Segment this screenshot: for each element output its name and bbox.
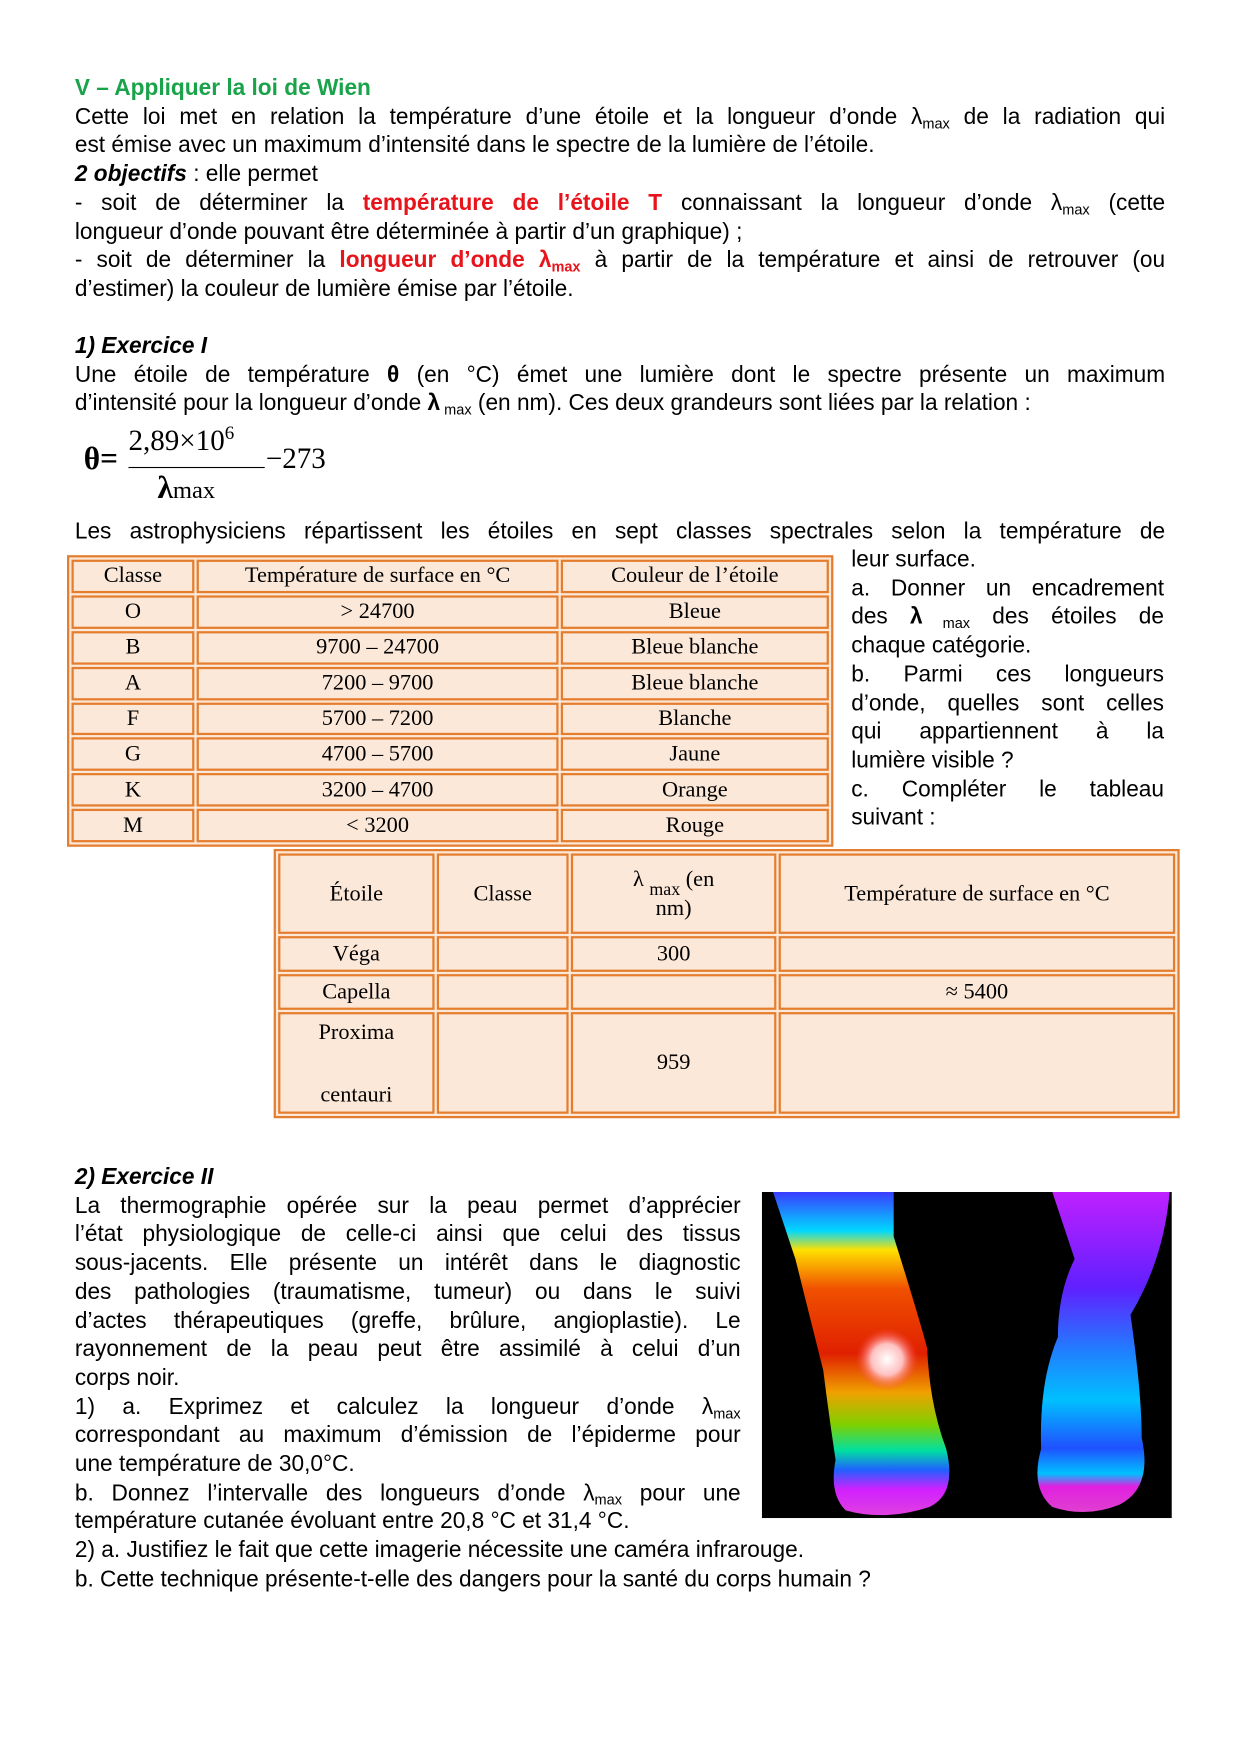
text: Une étoile de température — [74, 362, 388, 388]
question-1b — [75, 1480, 741, 1509]
table-row — [71, 631, 828, 664]
cell: 9700 – 24700 — [197, 631, 559, 664]
text: 2,89×10 — [128, 424, 225, 457]
cell[interactable] — [779, 1012, 1176, 1114]
objective-1-cont: longueur d’onde pouvant être déterminée à partir d’un graphique) ; — [74, 219, 743, 245]
cell: B — [71, 631, 194, 664]
text: à partir de la température et ainsi de retrouver (ou — [580, 248, 1166, 273]
cell: 959 — [571, 1012, 777, 1114]
cell: Bleue — [561, 595, 829, 628]
question-2a: 2) a. Justifiez le fait que cette imagerie nécessite une caméra infrarouge. — [74, 1538, 805, 1563]
text: sous-jacents. Elle présente un intérêt dans le diagnostic — [74, 1251, 741, 1276]
intro-line: est émise avec un maximum d’intensité dans le spectre de la lumière de l’étoile. — [74, 133, 875, 158]
table-row — [278, 974, 1175, 1010]
objectives-line — [75, 161, 1165, 190]
table-row — [278, 936, 1175, 972]
subscript: max — [713, 1404, 741, 1422]
highlight: température de l’étoile T — [362, 190, 663, 216]
text: de la radiation qui — [949, 104, 1166, 130]
text: rayonnement de la peau peut être assimilé à celui d’un — [74, 1337, 741, 1362]
exponent: 6 — [224, 422, 235, 444]
ex1-line — [75, 362, 1165, 391]
text: l’état physiologique de celle-ci ainsi que celui des tissus — [74, 1222, 741, 1248]
subscript: max — [922, 614, 971, 632]
objective-2-cont: d’estimer) la couleur de lumière émise par l’étoile. — [74, 276, 574, 302]
cell — [278, 1012, 434, 1114]
exercise-2-title: 2) Exercice II — [74, 1165, 214, 1190]
formula-lhs: θ= — [83, 442, 118, 478]
cell: > 24700 — [197, 595, 559, 628]
cell: G — [71, 738, 194, 771]
cell: Blanche — [561, 702, 829, 735]
text: une température de 30,0°C. — [74, 1452, 355, 1477]
table-row — [71, 666, 828, 699]
subscript: max — [1062, 200, 1090, 218]
header-cell: Température de surface en °C — [197, 560, 559, 593]
text: nm) — [655, 895, 692, 921]
section-title: V – Appliquer la loi de Wien — [74, 75, 371, 101]
table-row — [71, 809, 828, 842]
text: température cutanée évoluant entre 20,8 °C et 31,4 °C. — [74, 1509, 630, 1535]
text: (en — [685, 866, 715, 892]
text: d’onde, quelles sont celles — [851, 690, 1165, 716]
question-c: c. Compléter le tableau — [851, 777, 1165, 802]
table-row — [71, 738, 828, 771]
text: d’actes thérapeutiques (greffe, brûlure, angioplastie). Le — [74, 1308, 741, 1334]
cell: K — [71, 773, 194, 806]
cell: ≈ 5400 — [779, 974, 1176, 1010]
table-header — [278, 853, 1175, 933]
cell: 3200 – 4700 — [197, 773, 559, 806]
intro-line — [75, 104, 1165, 133]
text: longueur d’onde λ — [339, 248, 552, 273]
text: λ — [157, 471, 173, 507]
text: Cette loi met en relation la température d’une étoile et la longueur d’onde λ — [74, 104, 923, 130]
formula-numerator — [128, 422, 234, 457]
highlight — [339, 248, 581, 276]
text: - soit de déterminer la — [74, 190, 363, 216]
table-row — [71, 595, 828, 628]
subscript: max — [440, 401, 472, 419]
stars-table — [274, 849, 1180, 1118]
formula-constant: −273 — [265, 442, 326, 475]
cell: F — [71, 702, 194, 735]
header-cell: Étoile — [278, 853, 434, 933]
cell: Rouge — [561, 809, 829, 842]
text: corps noir. — [74, 1366, 180, 1391]
text: des étoiles de — [970, 604, 1165, 630]
lambda: λ — [427, 391, 441, 417]
text: (cette — [1089, 190, 1166, 216]
subscript: max — [649, 880, 681, 900]
cell[interactable] — [437, 974, 569, 1010]
text: b. Donnez l’intervalle des longueurs d’onde λ — [74, 1480, 595, 1506]
text: suivant : — [851, 805, 936, 831]
question-2b: b. Cette technique présente-t-elle des dangers pour la santé du corps humain ? — [74, 1567, 871, 1592]
hot-spot — [856, 1328, 919, 1391]
text: pour une — [621, 1480, 741, 1506]
cell: 7200 – 9700 — [197, 666, 559, 699]
cell[interactable] — [437, 936, 569, 972]
cell[interactable] — [437, 1012, 569, 1114]
question-b: b. Parmi ces longueurs — [851, 662, 1165, 687]
exercise-1 — [75, 333, 1165, 419]
table-row — [71, 773, 828, 806]
lambda: λ — [910, 604, 923, 630]
text: connaissant la longueur d’onde λ — [662, 190, 1063, 216]
text: qui appartiennent à la — [851, 719, 1165, 745]
spectral-class-table — [67, 555, 833, 847]
cell: Bleue blanche — [561, 631, 829, 664]
cell[interactable] — [779, 936, 1176, 972]
text: lumière visible ? — [851, 748, 1014, 773]
cell: M — [71, 809, 194, 842]
intro-section — [75, 75, 1165, 305]
cell: Orange — [561, 773, 829, 806]
cell: 300 — [571, 936, 777, 972]
text: (en °C) émet une lumière dont le spectre présente un maximum — [399, 362, 1166, 388]
text: chaque catégorie. — [851, 633, 1032, 659]
cell: O — [71, 595, 194, 628]
subscript: max — [594, 1491, 622, 1508]
table-header — [71, 560, 828, 593]
header-cell — [571, 853, 777, 933]
header-cell: Couleur de l’étoile — [561, 560, 829, 593]
question-a-cont — [851, 604, 1164, 633]
cell: 4700 – 5700 — [197, 738, 559, 771]
subscript: max — [922, 114, 950, 132]
text: des — [851, 604, 911, 630]
text: centauri — [320, 1081, 393, 1107]
question-a: a. Donner un encadrement — [851, 576, 1165, 601]
cell: 5700 – 7200 — [197, 702, 559, 735]
cell: Bleue blanche — [561, 666, 829, 699]
text: des pathologies (traumatisme, tumeur) ou dans le suivi — [74, 1279, 741, 1305]
objectives-label: 2 objectifs — [74, 162, 187, 187]
text: 1) a. Exprimez et calculez la longueur d’onde λ — [74, 1394, 714, 1420]
table-row — [71, 702, 828, 735]
objective-2 — [75, 247, 1165, 276]
text: leur surface. — [851, 547, 976, 572]
header-cell: Classe — [71, 560, 194, 593]
ex1-line: Les astrophysiciens répartissent les étoiles en sept classes spectrales selon la température de — [74, 519, 1166, 545]
subscript: max — [551, 258, 581, 276]
cell: Capella — [278, 974, 434, 1010]
text: (en nm). Ces deux grandeurs sont liées par la relation : — [471, 391, 1031, 417]
cell: Véga — [278, 936, 434, 972]
text: : elle permet — [186, 162, 318, 187]
text: correspondant au maximum d’émission de l’épiderme pour — [74, 1423, 741, 1449]
header-cell: Classe — [437, 853, 569, 933]
exercise-2 — [74, 1164, 871, 1595]
question-1a — [75, 1394, 741, 1423]
text: d’intensité pour la longueur d’onde — [74, 391, 428, 417]
text: Proxima — [318, 1019, 395, 1044]
exercise-1-title: 1) Exercice I — [74, 334, 208, 359]
thermography-image — [762, 1192, 1172, 1518]
cell: Jaune — [561, 738, 829, 771]
header-cell: Température de surface en °C — [779, 853, 1176, 933]
table-row — [278, 1012, 1175, 1114]
objective-1 — [75, 190, 1165, 219]
theta: θ — [387, 362, 400, 388]
ex1-line — [75, 390, 1165, 419]
wien-formula — [84, 422, 352, 514]
cell: < 3200 — [197, 809, 559, 842]
cell[interactable] — [571, 974, 777, 1010]
formula-denominator — [158, 471, 216, 507]
fraction-bar — [128, 467, 264, 468]
questions-side — [851, 546, 1164, 833]
subscript: max — [172, 475, 216, 504]
text: - soit de déterminer la — [74, 248, 340, 273]
lambda: λ — [632, 866, 644, 892]
cell: A — [71, 666, 194, 699]
text: La thermographie opérée sur la peau permet d’apprécier — [74, 1193, 741, 1219]
